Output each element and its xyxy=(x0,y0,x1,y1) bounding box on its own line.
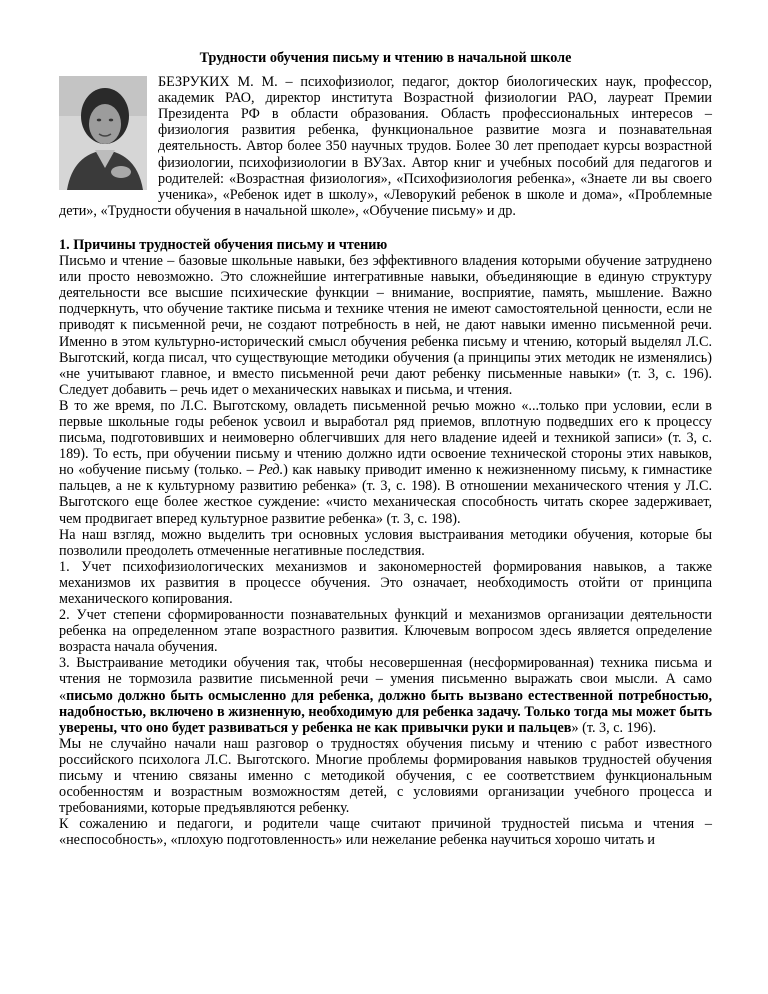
paragraph: В то же время, по Л.С. Выготскому, овладеть письменной речью можно «...только при условии, если в первые школьные годы ребенок усвоил и выработал ряд приемов, вплотную подведших его к процессу письма, подготовивших и неимоверно облегчивших для него владение идеей и техникой записи» (т. 3, с. 189). То есть, при обучении письму и чтению должно идти освоение технической стороны этих навыков, но «обучение письму (только. – Ред.) как навыку приводит именно к нежизненному письму, к гимнастике пальцев, а не к культурному развитию ребенка» (т. 3, с. 198). В отношении механического чтения у Л.С. Выготского еще более жесткое суждение: «чисто механическая способность читать скорее задерживает, чем продвигает вперед культурное развитие ребенка» (т. 3, с. 198). xyxy=(59,397,713,527)
list-item: 2. Учет степени сформированности познавательных функций и механизмов организации деятельности ребенка на определенном этапе возрастного развития. Ключевым вопросом здесь является определение возраста начала обучения. xyxy=(59,607,712,656)
list-item: 1. Учет психофизиологических механизмов и закономерностей формирования навыков, а также механизмов их развития в процессе обучения. Это означает, необходимость отойти от принципа механического копирования. xyxy=(59,558,712,607)
paragraph: На наш взгляд, можно выделить три основных условия выстраивания методики обучения, которые бы позволили преодолеть отмеченные негативные последствия. xyxy=(59,526,712,559)
paragraph: Письмо и чтение – базовые школьные навыки, без эффективного владения которыми обучение затруднено или просто невозможно. Это сложнейшие интегративные навыки, объединяющие в единую структуру деятельности все высшие психические функции – внимание, восприятие, память, мышление. Важно подчеркнуть, что обучение тактике письма и технике чтения не имеют самостоятельной ценности, если не приводят к письменной речи, не создают потребность в ней, не дают навыки именно письменной речи. Именно в этом культурно-исторический смысл обучения ребенка письму и чтению, который выделял Л.С. Выготский, когда писал, что существующие методики обучения (а принципы этих методик не изменялись) «не учитывают главное, и вместо письменной речи дают ребенку письменные навыки» (т. 3, с. 196). Следует добавить – речь идет о механических навыках и письма, и чтения. xyxy=(59,253,712,398)
paragraph: Мы не случайно начали наш разговор о трудностях обучения письму и чтению с работ известного российского психолога Л.С. Выготского. Многие проблемы формирования навыков трудностей обучения письму и чтению связаны именно с методикой обучения, с ее соответствием функциональным особенностям и возрастным возможностям детей, с условиями организации учебного процесса и требованиями, которые предъявляются ребенку. xyxy=(59,735,712,817)
author-bio-block xyxy=(59,74,712,219)
author-bio-text: БЕЗРУКИХ М. М. – психофизиолог, педагог, доктор биологических наук, профессор, академик РАО, директор института Возрастной физиологии РАО, лауреат Премии Президента РФ в области образования. Область профессиональных интересов – физиология развития ребенка, функциональное развитие мозга и познавательная деятельность. Автор более 350 научных трудов. Более 30 лет преподает курсы возрастной физиологии, психофизиологии в ВУЗах. Автор книг и учебных пособий для педагогов и родителей: «Возрастная физиология», «Психофизиология ребенка», «Знаете ли вы своего ученика», «Ребенок идет в школу», «Леворукий ребенок в школе и дома», «Проблемные дети», «Трудности обучения в начальной школе», «Обучение письму» и др. xyxy=(59,74,712,219)
list-item: 3. Выстраивание методики обучения так, чтобы несовершенная (несформированная) техника письма и чтения не тормозила развитие письменной речи – умения письменно выражать свои мысли. А само «письмо должно быть осмысленно для ребенка, должно быть вызвано естественной потребностью, надобностью, включено в жизненную, необходимую для ребенка задачу. Только тогда мы может быть уверены, что оно будет развиваться у ребенка не как привычки руки и пальцев» (т. 3, с. 196). xyxy=(59,655,712,736)
document-title: Трудности обучения письму и чтению в начальной школе xyxy=(199,50,572,66)
paragraph: К сожалению и педагоги, и родители чаще считают причиной трудностей письма и чтения – «неспособность», «плохую подготовленность» или нежелание ребенка научиться хорошо читать и xyxy=(59,816,712,849)
section-heading: 1. Причины трудностей обучения письму и чтению xyxy=(59,236,388,253)
document-page xyxy=(59,50,712,849)
section-1 xyxy=(59,237,712,849)
author-photo xyxy=(59,76,147,190)
